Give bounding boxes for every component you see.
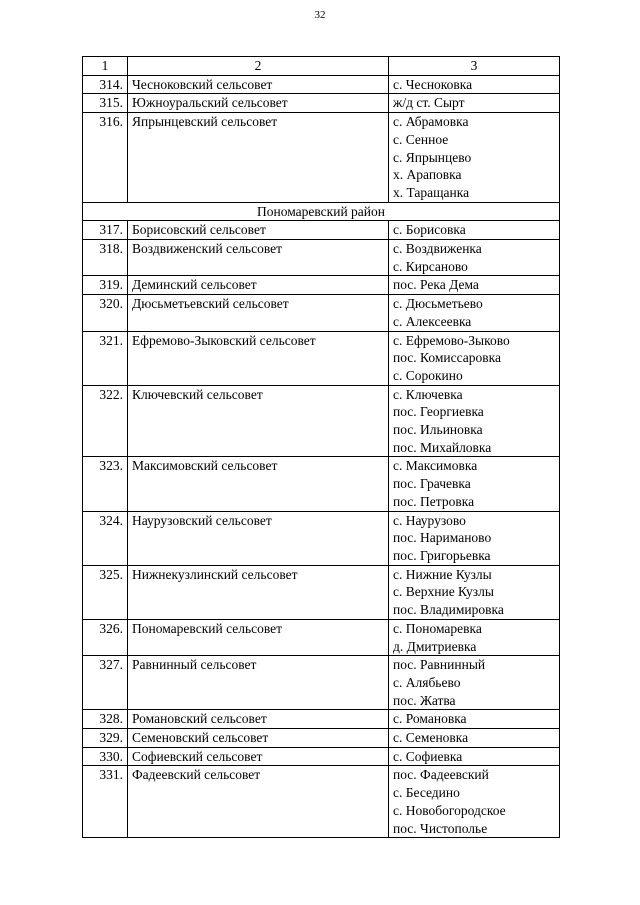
settlement-name: пос. Петровка <box>393 493 475 509</box>
settlement-name: с. Верхние Кузлы <box>393 584 494 600</box>
settlements-cell <box>389 747 560 766</box>
council-name: Воздвиженский сельсовет <box>128 240 389 276</box>
settlement-name: с. Романовка <box>393 711 467 727</box>
table-row <box>83 240 560 276</box>
row-number: 326. <box>83 619 128 655</box>
settlements-table <box>82 56 560 838</box>
settlement-name: пос. Михайловка <box>393 439 492 455</box>
table-row <box>83 747 560 766</box>
settlement-name: пос. Равнинный <box>393 657 486 673</box>
table-row <box>83 710 560 729</box>
row-number: 331. <box>83 766 128 838</box>
settlement-name: с. Новобогородское <box>393 802 506 818</box>
table-row <box>83 511 560 565</box>
council-name: Софиевский сельсовет <box>128 747 389 766</box>
settlement-name: пос. Грачевка <box>393 476 471 492</box>
row-number: 323. <box>83 457 128 511</box>
settlement-name: с. Беседино <box>393 785 460 801</box>
table-row <box>83 729 560 748</box>
settlement-name: с. Пономаревка <box>393 620 482 636</box>
row-number: 317. <box>83 221 128 240</box>
settlement-name: х. Таращанка <box>393 184 470 200</box>
column-header-2: 2 <box>128 57 389 76</box>
row-number: 320. <box>83 295 128 331</box>
table-row <box>83 331 560 385</box>
settlement-name: х. Араповка <box>393 167 462 183</box>
council-name: Романовский сельсовет <box>128 710 389 729</box>
row-number: 324. <box>83 511 128 565</box>
column-header-1: 1 <box>83 57 128 76</box>
council-name: Борисовский сельсовет <box>128 221 389 240</box>
page-number: 32 <box>314 9 326 21</box>
row-number: 314. <box>83 75 128 94</box>
row-number: 325. <box>83 565 128 619</box>
council-name: Фадеевский сельсовет <box>128 766 389 838</box>
council-name: Пономаревский сельсовет <box>128 619 389 655</box>
table-row <box>83 295 560 331</box>
council-name: Равнинный сельсовет <box>128 656 389 710</box>
table-row <box>83 94 560 113</box>
council-name: Ефремово-Зыковский сельсовет <box>128 331 389 385</box>
settlement-name: пос. Река Дема <box>393 277 479 293</box>
table-row <box>83 113 560 203</box>
council-name: Чесноковский сельсовет <box>128 75 389 94</box>
settlements-cell <box>389 729 560 748</box>
settlement-name: с. Софиевка <box>393 748 463 764</box>
settlements-cell <box>389 240 560 276</box>
council-name: Дюсьметьевский сельсовет <box>128 295 389 331</box>
settlements-cell <box>389 94 560 113</box>
table-row <box>83 457 560 511</box>
row-number: 316. <box>83 113 128 203</box>
settlement-name: пос. Георгиевка <box>393 404 484 420</box>
council-name: Деминский сельсовет <box>128 276 389 295</box>
table-row <box>83 565 560 619</box>
row-number: 330. <box>83 747 128 766</box>
table-row <box>83 656 560 710</box>
settlement-name: пос. Комиссаровка <box>393 350 502 366</box>
settlement-name: с. Нижние Кузлы <box>393 566 492 582</box>
settlement-name: с. Максимовка <box>393 458 478 474</box>
settlement-name: с. Алябьево <box>393 674 461 690</box>
council-name: Нижнекузлинский сельсовет <box>128 565 389 619</box>
settlement-name: с. Воздвиженка <box>393 241 482 257</box>
settlement-name: с. Япрынцево <box>393 149 472 165</box>
council-name: Япрынцевский сельсовет <box>128 113 389 203</box>
row-number: 322. <box>83 385 128 457</box>
settlement-name: с. Дюсьметьево <box>393 296 483 312</box>
council-name: Ключевский сельсовет <box>128 385 389 457</box>
settlements-cell <box>389 457 560 511</box>
table-header-row <box>83 57 560 76</box>
column-header-3: 3 <box>389 57 560 76</box>
settlement-name: пос. Чистополье <box>393 820 488 836</box>
table-row <box>83 766 560 838</box>
row-number: 329. <box>83 729 128 748</box>
table-row <box>83 221 560 240</box>
settlement-name: пос. Владимировка <box>393 602 504 618</box>
settlement-name: с. Ефремово-Зыково <box>393 332 510 348</box>
district-heading: Пономаревский район <box>83 202 560 221</box>
settlement-name: пос. Фадеевский <box>393 767 489 783</box>
council-name: Максимовский сельсовет <box>128 457 389 511</box>
settlement-name: с. Семеновка <box>393 730 469 746</box>
row-number: 318. <box>83 240 128 276</box>
settlement-name: пос. Нариманово <box>393 530 492 546</box>
settlements-cell <box>389 385 560 457</box>
table-row <box>83 276 560 295</box>
settlements-cell <box>389 331 560 385</box>
settlements-cell <box>389 276 560 295</box>
row-number: 321. <box>83 331 128 385</box>
settlement-name: с. Сенное <box>393 131 449 147</box>
table-body <box>83 57 560 838</box>
row-number: 328. <box>83 710 128 729</box>
settlement-name: с. Абрамовка <box>393 114 469 130</box>
settlement-name: с. Чесноковка <box>393 76 473 92</box>
settlement-name: д. Дмитриевка <box>393 638 477 654</box>
settlements-cell <box>389 565 560 619</box>
settlement-name: пос. Жатва <box>393 692 456 708</box>
settlements-cell <box>389 656 560 710</box>
settlement-name: с. Сорокино <box>393 367 463 383</box>
row-number: 327. <box>83 656 128 710</box>
table-row <box>83 619 560 655</box>
settlement-name: с. Ключевка <box>393 386 463 402</box>
settlement-name: пос. Григорьевка <box>393 547 491 563</box>
council-name: Семеновский сельсовет <box>128 729 389 748</box>
table-row <box>83 385 560 457</box>
settlements-cell <box>389 221 560 240</box>
settlement-name: с. Наурузово <box>393 512 466 528</box>
settlements-cell <box>389 619 560 655</box>
settlements-cell <box>389 766 560 838</box>
settlements-cell <box>389 295 560 331</box>
settlement-name: ж/д ст. Сырт <box>393 95 465 111</box>
row-number: 315. <box>83 94 128 113</box>
section-row <box>83 202 560 221</box>
settlements-cell <box>389 113 560 203</box>
settlements-cell <box>389 511 560 565</box>
settlements-cell <box>389 710 560 729</box>
settlement-name: с. Борисовка <box>393 222 466 238</box>
council-name: Южноуральский сельсовет <box>128 94 389 113</box>
table-row <box>83 75 560 94</box>
settlement-name: с. Кирсаново <box>393 258 468 274</box>
settlement-name: с. Алексеевка <box>393 313 472 329</box>
settlements-cell <box>389 75 560 94</box>
settlement-name: пос. Ильиновка <box>393 422 483 438</box>
council-name: Наурузовский сельсовет <box>128 511 389 565</box>
row-number: 319. <box>83 276 128 295</box>
